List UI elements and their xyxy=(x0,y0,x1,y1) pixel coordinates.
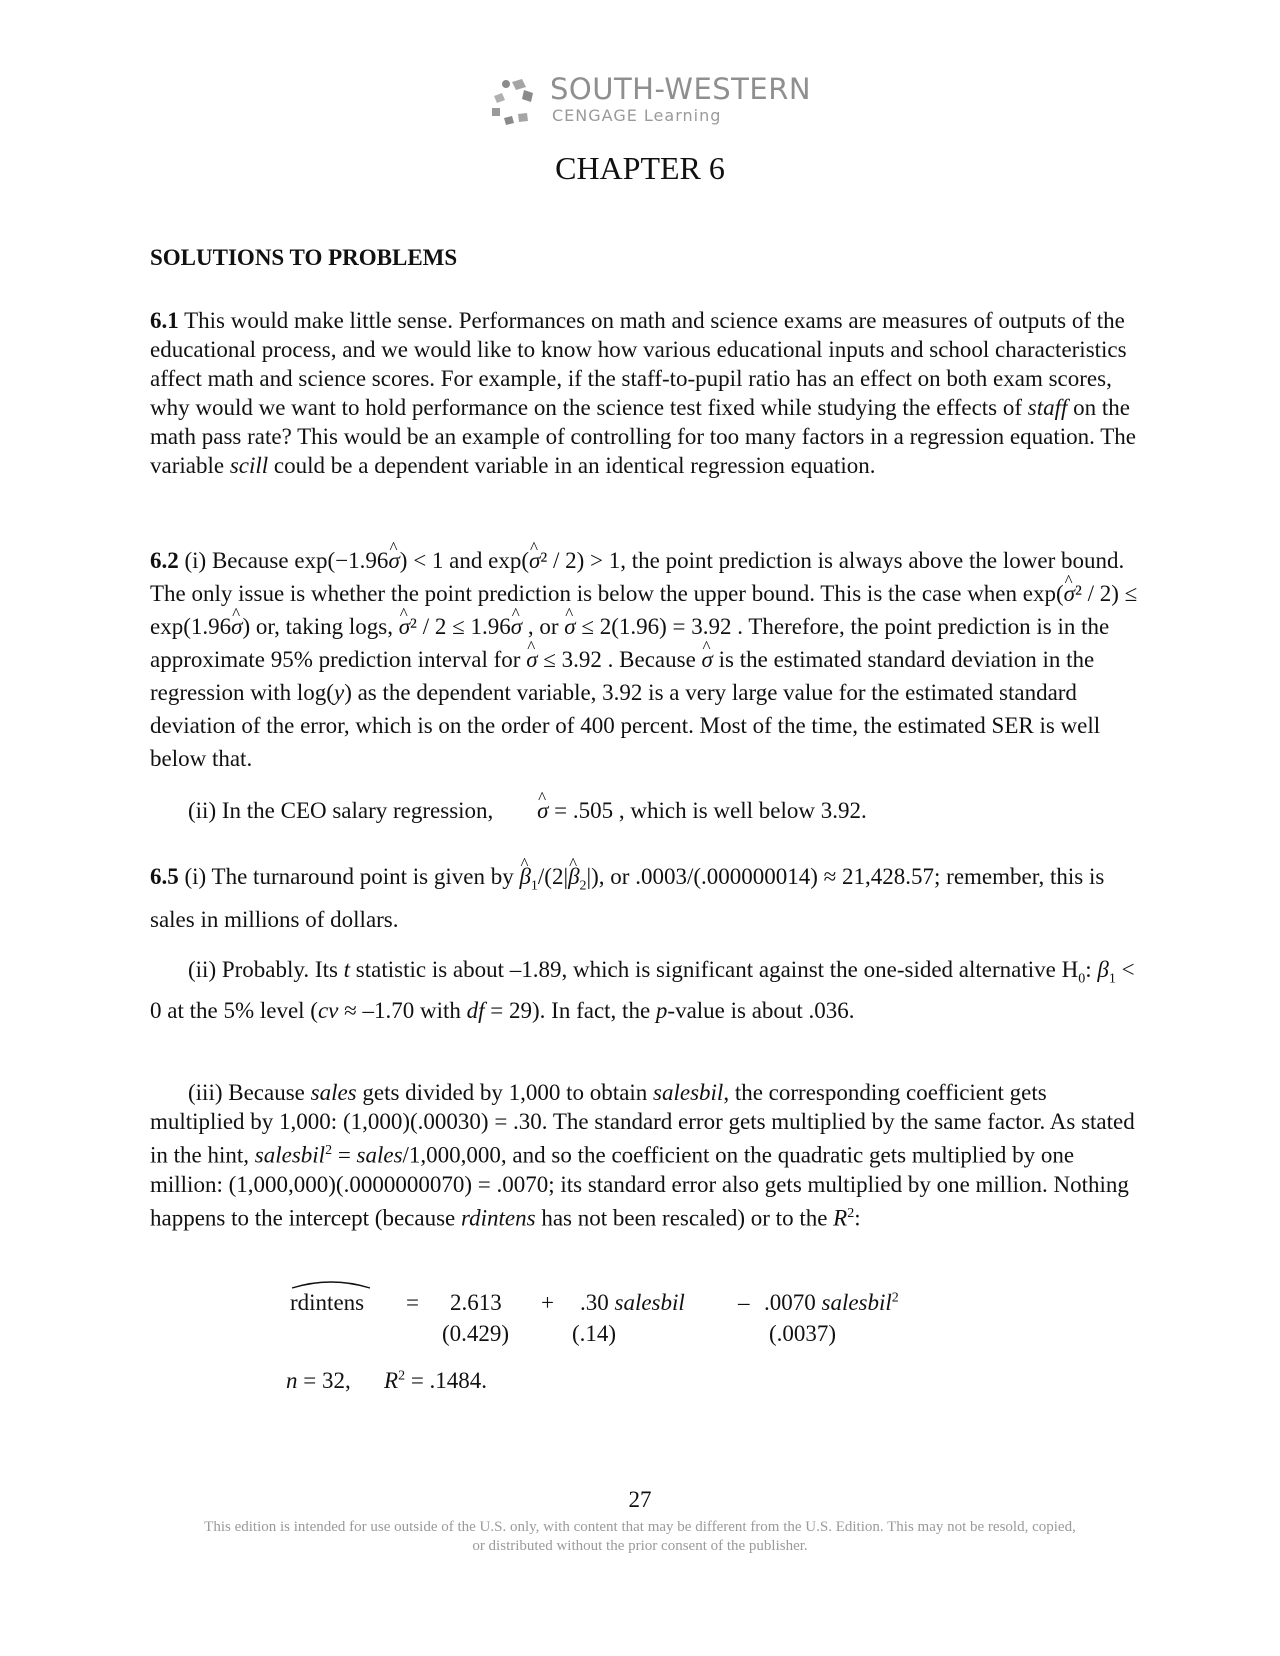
text: < 0 at the 5% level ( xyxy=(150,957,1135,1023)
subscript: 1 xyxy=(530,878,538,894)
footer-line-1: This edition is intended for use outside of the U.S. only, with content that may be different from the U.S. Edition. This may not be resold, copied, xyxy=(204,1519,1076,1535)
sigma-hat: ^ σ xyxy=(564,610,575,643)
text: = 32, xyxy=(297,1368,351,1393)
text: |), or .0003/(.000000014) ≈ 21,428.57; remember, this is sales in millions of dollars. xyxy=(150,864,1105,932)
text: -value is about .036. xyxy=(667,997,855,1023)
text: = .505 , which is well below 3.92. xyxy=(548,798,867,823)
text: could be a dependent variable in an identical regression equation. xyxy=(268,453,876,478)
r-squared xyxy=(384,1368,487,1394)
sigma-hat: ^ σ xyxy=(529,544,540,577)
problem-number: 6.2 xyxy=(150,548,179,573)
beta-hat: ^ β xyxy=(568,860,579,893)
variable: sales xyxy=(356,1142,403,1168)
section-heading: SOLUTIONS TO PROBLEMS xyxy=(150,245,458,270)
text: = .1484. xyxy=(405,1368,488,1393)
beta-hat: ^ β xyxy=(519,860,530,893)
sigma-hat: ^ σ xyxy=(526,643,537,676)
text: , or xyxy=(522,614,565,639)
coef: .30 xyxy=(580,1290,609,1315)
problem-number: 6.5 xyxy=(150,864,179,889)
text: : xyxy=(854,1205,861,1231)
variable: sales xyxy=(310,1080,357,1105)
text: ² / 2) ≤ exp(1.96 xyxy=(150,581,1138,639)
text: /(2| xyxy=(537,864,569,889)
intercept-coef: 2.613 xyxy=(450,1290,502,1315)
sigma-hat: ^ σ xyxy=(399,610,410,643)
variable: y xyxy=(333,680,345,705)
superscript: 2 xyxy=(891,1290,899,1306)
text: (i) The turnaround point is given by xyxy=(178,864,520,889)
text: (ii) Probably. Its xyxy=(188,957,344,982)
text: , the corresponding coefficient gets multiplied by 1,000: (1,000)(.00030) = .30. The standard error gets multiplied by the same factor. As stated in the hint, xyxy=(150,1080,1135,1168)
equation-plus: + xyxy=(541,1290,554,1315)
variable: R xyxy=(833,1205,848,1231)
chapter-title: CHAPTER 6 xyxy=(555,150,725,186)
salesbil-term xyxy=(580,1290,685,1316)
text: (i) Because exp(−1.96 xyxy=(178,548,389,573)
text: on the math pass rate? This would be an example of controlling for too many factors in a regression equation. The variable xyxy=(150,395,1136,478)
text: statistic is about –1.89, which is significant against the one-sided alternative H xyxy=(350,957,1079,982)
variable: n xyxy=(286,1368,298,1393)
sigma-hat: ^ σ xyxy=(1064,577,1075,610)
superscript: 2 xyxy=(847,1205,855,1221)
equation-equals: = xyxy=(406,1290,419,1315)
text: ≤ 3.92 . Because xyxy=(537,647,702,672)
variable: t xyxy=(343,957,351,982)
text: /1,000,000, and so the coefficient on the quadratic gets multiplied by one million: (1,000,000)(.0000000070) = .0070; its standard error also gets multiplied by one million. Nothing happens to the intercept (because xyxy=(150,1142,1129,1231)
sample-size xyxy=(286,1368,351,1394)
variable: salesbil xyxy=(821,1290,892,1315)
text: is the estimated standard deviation in the regression with log( xyxy=(150,647,1095,705)
subscript: 2 xyxy=(579,878,587,894)
text: has not been rescaled) or to the xyxy=(535,1205,834,1231)
problem-number: 6.1 xyxy=(150,308,179,333)
text: (iii) Because xyxy=(188,1080,311,1105)
text: ² / 2 ≤ 1.96 xyxy=(410,614,511,639)
variable: salesbil xyxy=(614,1290,685,1315)
text: ≈ –1.70 with xyxy=(338,997,467,1023)
variable: df xyxy=(466,997,485,1023)
text: ≤ 2(1.96) = 3.92 . Therefore, the point prediction is in the approximate 95% prediction interval for xyxy=(150,614,1110,672)
coef: .0070 xyxy=(764,1290,816,1315)
subscript: 0 xyxy=(1078,971,1086,987)
footer-line-2: or distributed without the prior consent of the publisher. xyxy=(472,1538,808,1554)
text: ) < 1 and exp( xyxy=(399,548,529,573)
variable: rdintens xyxy=(461,1205,536,1231)
text: ) or, taking logs, xyxy=(242,614,399,639)
variable: R xyxy=(384,1368,399,1393)
problem-6-5-iii xyxy=(150,1078,1140,1232)
superscript: 2 xyxy=(325,1143,333,1158)
text: : xyxy=(1085,957,1098,982)
sigma-hat: ^ σ xyxy=(511,610,522,643)
sigma-hat: ^ σ xyxy=(702,643,713,676)
publisher-logo xyxy=(488,72,812,132)
equation-minus: – xyxy=(738,1290,750,1315)
variable: staff xyxy=(1027,395,1068,420)
sigma-hat: ^ σ xyxy=(231,610,242,643)
text: ) as the dependent variable, 3.92 is a very large value for the estimated standard deviation of the error, which is on the order of 400 percent. Most of the time, the estimated SER is well below that. xyxy=(150,680,1101,771)
problem-6-2-ii xyxy=(150,796,1140,825)
subscript: 1 xyxy=(1108,971,1116,987)
cengage-logo-icon xyxy=(488,78,540,128)
text: gets divided by 1,000 to obtain xyxy=(356,1080,654,1105)
salesbil-se: (.14) xyxy=(572,1321,617,1346)
variable: salesbil xyxy=(653,1080,724,1105)
superscript: 2 xyxy=(398,1368,406,1384)
tilde-accent-icon xyxy=(290,1280,372,1290)
variable: salesbil xyxy=(254,1142,326,1168)
beta: β xyxy=(1097,957,1109,982)
problem-6-5-i xyxy=(150,860,1140,936)
text: ² / 2) > 1, the point prediction is always above the lower bound. The only issue is whether the point prediction is below the upper bound. This is the case when exp( xyxy=(150,548,1125,606)
text: = xyxy=(332,1142,357,1168)
variable: cv xyxy=(317,997,339,1023)
page-number: 27 xyxy=(628,1487,652,1512)
variable: p xyxy=(655,997,668,1023)
logo-line-1: SOUTH-WESTERN xyxy=(550,72,812,106)
logo-line-2: CENGAGE Learning xyxy=(552,106,722,125)
copyright-footer xyxy=(140,1518,1140,1556)
intercept-se: (0.429) xyxy=(442,1321,510,1346)
text: = 29). In fact, the xyxy=(484,997,656,1023)
problem-6-5-ii xyxy=(150,954,1140,1026)
salesbil-sq-se: (.0037) xyxy=(769,1321,837,1346)
text: (ii) In the CEO salary regression, xyxy=(188,798,500,823)
text: This would make little sense. Performances on math and science exams are measures of outputs of the educational process, and we would like to know how various educational inputs and school characteristics affect math and science scores. For example, if the staff-to-pupil ratio has an effect on both exam scores, why would we want to hold performance on the science test fixed while studying the effects of xyxy=(150,308,1127,420)
salesbil-sq-term xyxy=(764,1290,899,1316)
sigma-hat: ^ σ xyxy=(388,544,399,577)
variable: scill xyxy=(229,453,269,478)
sigma-hat: ^ σ xyxy=(499,796,548,825)
problem-6-1 xyxy=(150,306,1140,480)
problem-6-2-i xyxy=(150,544,1140,775)
equation-lhs: rdintens xyxy=(290,1290,365,1315)
